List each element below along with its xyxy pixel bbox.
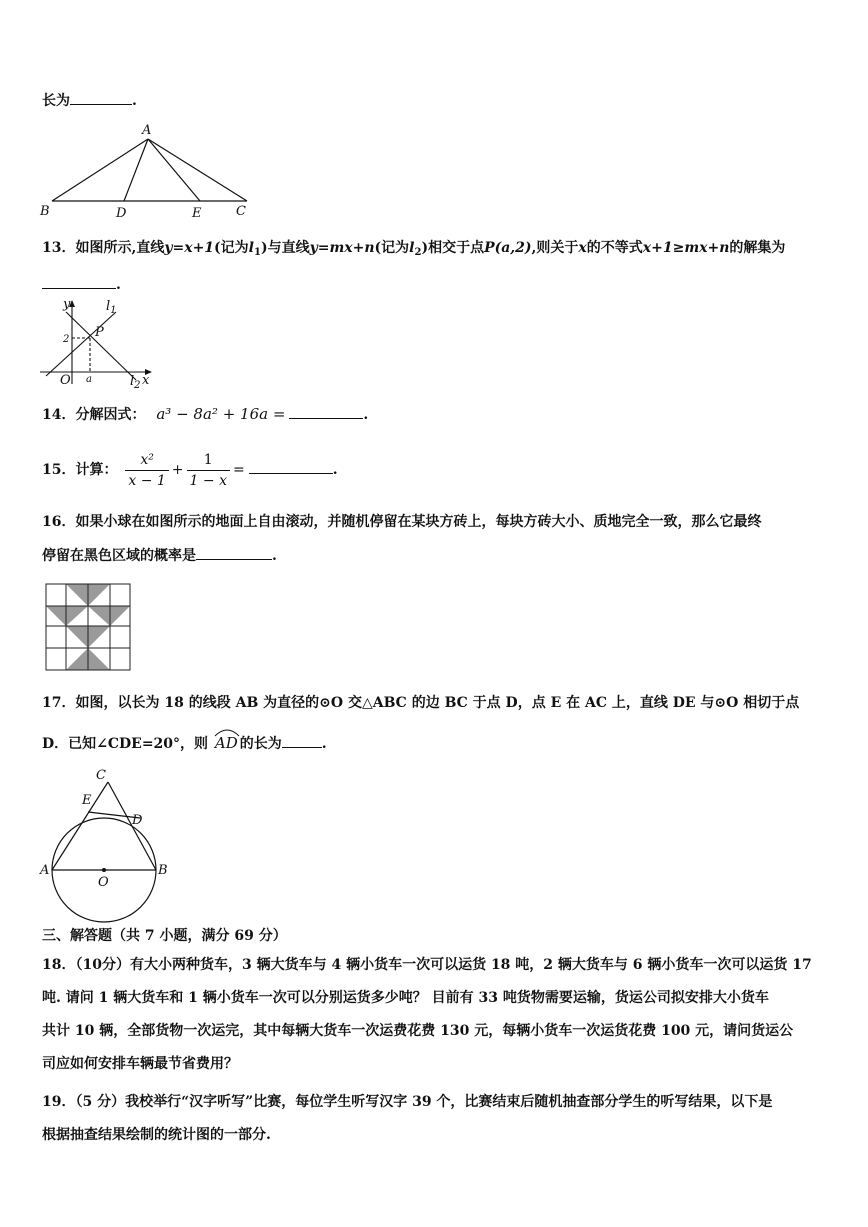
- q13-x: x: [578, 240, 587, 256]
- answer-blank[interactable]: [282, 733, 322, 748]
- label-e: E: [192, 206, 202, 221]
- segment-ac: [148, 139, 247, 201]
- q13-eq1: y=x+1: [164, 240, 215, 256]
- q12-answer-line: [42, 90, 137, 111]
- q13-text-b: (记为: [214, 240, 249, 256]
- q13-text-g: 的不等式: [586, 240, 643, 256]
- q17-line2: [42, 733, 327, 754]
- q16-line1: [42, 512, 761, 532]
- answer-blank[interactable]: [42, 274, 116, 289]
- q13-l1-sub: 1: [254, 247, 261, 258]
- circle-figure: [36, 764, 176, 924]
- q15-text: 计算：: [75, 462, 118, 478]
- line-l2: [66, 312, 136, 380]
- q15-line: [42, 448, 338, 494]
- fraction-2-numerator: 1: [187, 451, 230, 471]
- lines-graph-figure: [36, 296, 161, 391]
- black-region: [88, 606, 110, 626]
- q13-line2: [42, 274, 121, 295]
- label-e: E: [82, 793, 92, 808]
- q13-l2: l: [409, 240, 415, 256]
- arc-label: AD: [214, 734, 238, 752]
- equals-sign: =: [232, 462, 245, 478]
- plus-sign: +: [171, 462, 184, 478]
- period: .: [272, 548, 277, 564]
- q13-l1: l: [248, 240, 254, 256]
- q13-inequality: x+1≥mx+n: [642, 240, 730, 256]
- q17-text-1: 如图，以长为 18 的线段 AB 为直径的⊙O 交△ABC 的边 BC 于点 D，点 E 在 AC 上，直线 DE 与⊙O 相切于点: [75, 695, 800, 711]
- fraction-1: [125, 451, 168, 490]
- label-d: D: [132, 813, 143, 828]
- q18-line4: 司应如何安排车辆最节省费用？: [42, 1056, 238, 1072]
- fraction-1-numerator: x²: [125, 451, 168, 471]
- q13-text-f: ,则关于: [531, 240, 579, 256]
- q19-line2: 根据抽查结果绘制的统计图的一部分.: [42, 1127, 271, 1143]
- black-region: [66, 606, 88, 626]
- line-l1: [46, 312, 116, 376]
- q19-line1: 19．（5 分）我校举行“汉字听写”比赛，每位学生听写汉字 39 个，比赛结束后随机抽查部分学生的听写结果，以下是: [42, 1094, 773, 1110]
- label-l2: $l_2$: [130, 374, 141, 391]
- q16-line2: [42, 545, 277, 566]
- triangle-figure: [36, 120, 256, 225]
- q14-line: [42, 404, 368, 425]
- q13-text-e: )相交于点: [421, 240, 485, 256]
- q17-number: 17．: [42, 695, 76, 711]
- label-d: D: [116, 206, 127, 221]
- segment-ae: [148, 139, 200, 201]
- q13-text-a: 如图所示,直线: [75, 240, 165, 256]
- answer-blank[interactable]: [70, 90, 132, 105]
- period: .: [321, 736, 327, 752]
- black-region: [110, 606, 130, 626]
- q13-l2-sub: 2: [414, 247, 422, 258]
- q13-number: 13．: [42, 240, 76, 256]
- fraction-2-denominator: 1 − x: [189, 472, 227, 489]
- arc-symbol-icon: [213, 727, 241, 737]
- black-region: [46, 606, 66, 626]
- q18-line2: 吨. 请问 1 辆大货车和 1 辆小货车一次可以分别运货多少吨？ 目前有 33 吨货物需要运输，货运公司拟安排大小货车: [42, 990, 769, 1006]
- q14-text: 分解因式：: [75, 407, 146, 423]
- segment-ad: [124, 139, 148, 201]
- label-b: B: [158, 863, 168, 878]
- q15-number: 15．: [42, 462, 76, 478]
- q13-eq2: y=mx+n: [309, 240, 375, 256]
- black-region: [66, 584, 88, 606]
- center-dot: [102, 868, 106, 872]
- q13-point: P(a,2): [484, 240, 532, 256]
- q13-text-d: (记为: [374, 240, 410, 256]
- label-p: P: [95, 325, 104, 340]
- answer-blank[interactable]: [289, 404, 363, 419]
- q17-line1: [42, 693, 799, 713]
- arc-ad: [213, 733, 240, 753]
- label-x: x: [142, 373, 150, 388]
- label-c: C: [236, 204, 246, 219]
- label-a: a: [86, 374, 92, 385]
- label-a: A: [40, 863, 50, 878]
- period: .: [363, 407, 369, 423]
- q13-text-h: 的解集为: [729, 240, 786, 256]
- segment-ab: [52, 139, 148, 201]
- tile-grid-figure: [44, 582, 134, 674]
- label-c: C: [96, 768, 106, 783]
- period: .: [116, 277, 121, 293]
- q17-text-2b: 的长为: [239, 736, 282, 752]
- answer-blank[interactable]: [249, 459, 333, 474]
- q13-text-c: )与直线: [260, 240, 310, 256]
- fraction-2: [187, 451, 230, 490]
- q17-text-2a: D．已知∠CDE=20°，则: [42, 736, 209, 752]
- q13-line1: [42, 238, 785, 263]
- label-l1: $l_1$: [106, 299, 117, 316]
- label-o: O: [60, 373, 71, 388]
- label-a: A: [142, 123, 152, 138]
- label-two: 2: [63, 334, 70, 345]
- q16-text-2: 停留在黑色区域的概率是: [42, 548, 196, 564]
- label-o: O: [98, 875, 109, 890]
- label-b: B: [40, 204, 50, 219]
- label-y: y: [63, 297, 71, 312]
- q14-number: 14．: [42, 407, 76, 423]
- segment-ac: [52, 782, 108, 870]
- q12-text: 长为: [42, 93, 70, 109]
- q16-number: 16．: [42, 514, 76, 530]
- section-3-title: 三、解答题（共 7 小题，满分 69 分）: [42, 928, 287, 944]
- q18-line3: 共计 10 辆，全部货物一次运完，其中每辆大货车一次运费花费 130 元，每辆小货车一次运货花费 100 元，请问货运公: [42, 1023, 794, 1039]
- answer-blank[interactable]: [196, 545, 272, 560]
- period: .: [332, 462, 338, 478]
- period: .: [132, 93, 137, 109]
- q14-expression: a³ − 8a² + 16a =: [156, 405, 286, 423]
- fraction-1-denominator: x − 1: [128, 472, 166, 489]
- q18-line1: 18．（10分）有大小两种货车，3 辆大货车与 4 辆小货车一次可以运货 18 吨，2 辆大货车与 6 辆小货车一次可以运货 17: [42, 957, 812, 973]
- q16-text-1: 如果小球在如图所示的地面上自由滚动，并随机停留在某块方砖上，每块方砖大小、质地完全一致，那么它最终: [75, 514, 762, 530]
- black-region: [88, 584, 110, 606]
